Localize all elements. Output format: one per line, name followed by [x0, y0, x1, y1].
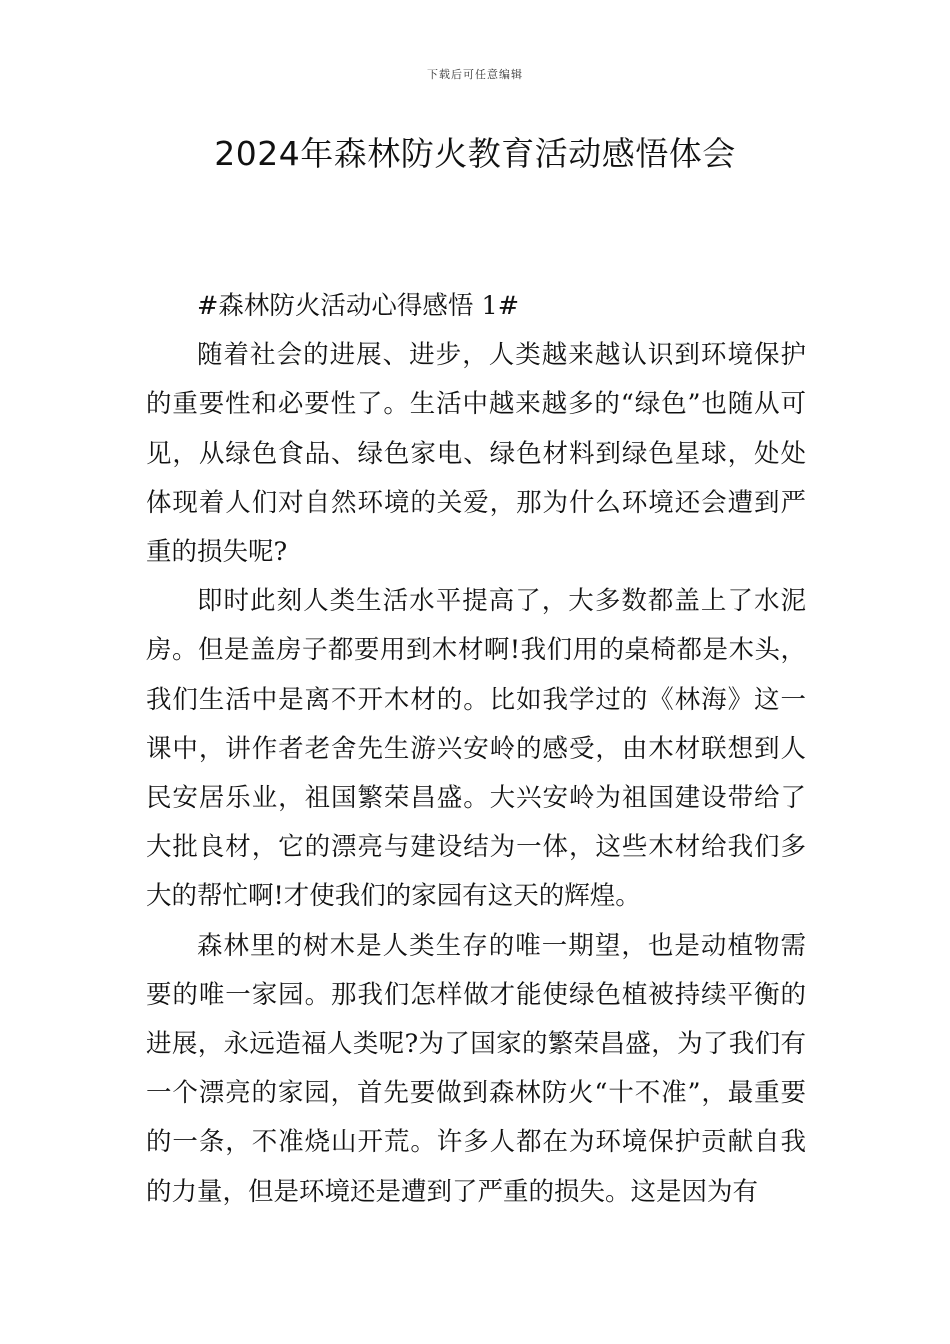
header-note: 下载后可任意编辑: [427, 68, 523, 81]
paragraph-1: 随着社会的进展、进步，人类越来越认识到环境保护的重要性和必要性了。生活中越来越多的“绿色”也随从可见，从绿色食品、绿色家电、绿色材料到绿色星球，处处体现着人们对自然环境的关爱，那为什么环境还会遭到严重的损失呢?: [146, 340, 806, 568]
document-body: [146, 282, 806, 1217]
document-title: 2024年森林防火教育活动感悟体会: [214, 134, 736, 173]
paragraph-2: 即时此刻人类生活水平提高了，大多数都盖上了水泥房。但是盖房子都要用到木材啊!我们用的桌椅都是木头，我们生活中是离不开木材的。比如我学过的《林海》这一课中，讲作者老舍先生游兴安岭的感受，由木材联想到人民安居乐业，祖国繁荣昌盛。大兴安岭为祖国建设带给了大批良材，它的漂亮与建设结为一体，这些木材给我们多大的帮忙啊!才使我们的家园有这天的辉煌。: [146, 586, 806, 912]
paragraph-3: 森林里的树木是人类生存的唯一期望，也是动植物需要的唯一家园。那我们怎样做才能使绿色植被持续平衡的进展，永远造福人类呢?为了国家的繁荣昌盛，为了我们有一个漂亮的家园，首先要做到森林防火“十不准”，最重要的一条，不准烧山开荒。许多人都在为环境保护贡献自我的力量，但是环境还是遭到了严重的损失。这是因为有: [146, 930, 806, 1207]
section-heading: #森林防火活动心得感悟 1#: [197, 291, 520, 321]
